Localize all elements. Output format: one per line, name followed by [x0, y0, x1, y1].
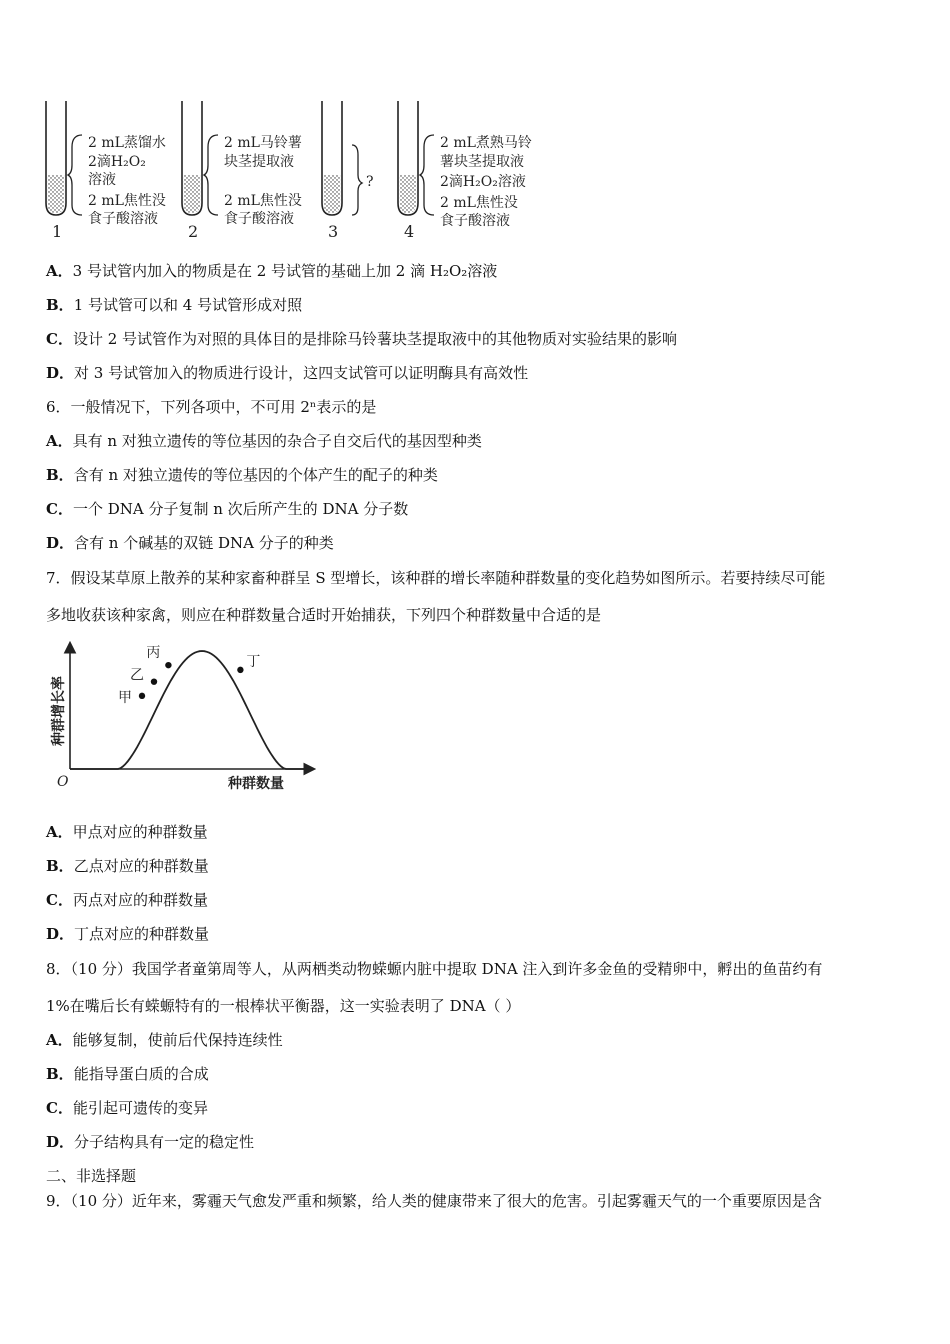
q7-stem-line-1: 7．假设某草原上散养的某种家畜种群呈 S 型增长，该种群的增长率随种群数量的变化趋势如图所示。若要持续尽可能 — [46, 569, 826, 587]
q7-option-d-text: 丁点对应的种群数量 — [74, 925, 210, 943]
q9-stem-line-1: 9．（10 分）近年来，雾霾天气愈发严重和频繁，给人类的健康带来了很大的危害。引起雾霾天气的一个重要原因是含 — [46, 1192, 822, 1210]
q5-option-c — [46, 329, 677, 349]
tube-1-label-4: 2 mL焦性没 — [88, 193, 166, 209]
q8-option-b — [46, 1064, 209, 1084]
tube-4-label-5: 食子酸溶液 — [440, 213, 510, 229]
curve-point-label-3: 丙 — [146, 645, 161, 662]
tube-4-label-4: 2 mL焦性没 — [440, 195, 518, 211]
q5-option-a — [46, 261, 497, 281]
q8-option-a — [46, 1030, 283, 1050]
q8-option-d-text: 分子结构具有一定的稳定性 — [74, 1133, 255, 1151]
test-tube-2 — [182, 101, 302, 241]
q7-option-a-text: 甲点对应的种群数量 — [72, 823, 208, 841]
q8-option-b-letter: B． — [46, 1065, 74, 1083]
tube-2-label-4: 2 mL焦性没 — [224, 193, 302, 209]
y-axis-label: 种群增长率 — [51, 676, 67, 746]
q8-option-c — [46, 1098, 208, 1118]
q7-option-b-letter: B． — [46, 857, 74, 875]
tube-4-label-1: 2 mL煮熟马铃 — [440, 135, 532, 151]
q6-option-b-text: 含有 n 对独立遗传的等位基因的个体产生的配子的种类 — [73, 466, 438, 484]
q8-option-b-text: 能指导蛋白质的合成 — [73, 1065, 209, 1083]
tube-2-label-1: 2 mL马铃薯 — [224, 135, 302, 151]
q6-option-a-text: 具有 n 对独立遗传的等位基因的杂合子自交后代的基因型种类 — [72, 432, 482, 450]
q6-option-b — [46, 465, 438, 485]
q8-option-d-letter: D． — [46, 1133, 75, 1151]
q5-option-b-letter: B． — [46, 296, 74, 314]
test-tubes-figure — [40, 95, 560, 245]
q5-option-d-text: 对 3 号试管加入的物质进行设计，这四支试管可以证明酶具有高效性 — [74, 364, 529, 382]
q8-option-c-letter: C． — [46, 1099, 73, 1117]
q8-stem-line-1: 8．（10 分）我国学者童第周等人，从两栖类动物蝾螈内脏中提取 DNA 注入到许多金鱼的受精卵中，孵出的鱼苗约有 — [46, 960, 823, 978]
tube-1-label-1: 2 mL蒸馏水 — [88, 135, 166, 151]
q6-option-d — [46, 533, 334, 553]
q6-option-d-letter: D． — [46, 534, 75, 552]
test-tube-4 — [398, 101, 532, 241]
q7-option-a-letter: A． — [46, 823, 73, 841]
curve-point-label-4: 丁 — [246, 653, 261, 670]
q5-option-b-text: 1 号试管可以和 4 号试管形成对照 — [73, 296, 303, 314]
q5-option-a-letter: A． — [46, 262, 73, 280]
q6-option-d-text: 含有 n 个碱基的双链 DNA 分子的种类 — [74, 534, 334, 552]
curve-point-4 — [237, 667, 243, 673]
curve-points — [118, 645, 260, 706]
tube-1-number: 1 — [52, 222, 63, 241]
q7-option-b-text: 乙点对应的种群数量 — [73, 857, 209, 875]
curve-point-label-2: 乙 — [130, 667, 144, 684]
tube-3-number: 3 — [328, 222, 339, 241]
tube-3-question-mark: ? — [366, 174, 374, 190]
q7-option-c — [46, 890, 208, 910]
section-2-title: 二、非选择题 — [46, 1167, 137, 1185]
tube-1-label-5: 食子酸溶液 — [88, 211, 158, 227]
q7-stem-line-2: 多地收获该种家禽，则应在种群数量合适时开始捕获，下列四个种群数量中合适的是 — [46, 606, 602, 624]
origin-label: O — [57, 774, 69, 790]
tube-2-number: 2 — [188, 222, 199, 241]
q8-option-d — [46, 1132, 254, 1152]
q5-option-c-text: 设计 2 号试管作为对照的具体目的是排除马铃薯块茎提取液中的其他物质对实验结果的影响 — [72, 330, 678, 348]
q6-option-a — [46, 431, 482, 451]
q5-option-d — [46, 363, 528, 383]
q6-option-c-text: 一个 DNA 分子复制 n 次后所产生的 DNA 分子数 — [72, 500, 409, 518]
q5-option-b — [46, 295, 302, 315]
q7-option-d-letter: D． — [46, 925, 75, 943]
q8-option-a-text: 能够复制，使前后代保持连续性 — [72, 1031, 283, 1049]
q5-option-c-letter: C． — [46, 330, 73, 348]
x-axis-label: 种群数量 — [228, 776, 284, 792]
curve-point-2 — [151, 678, 157, 684]
q7-option-d — [46, 924, 209, 944]
tube-1-label-3: 溶液 — [88, 172, 116, 188]
q6-stem: 6．一般情况下，下列各项中，不可用 2ⁿ表示的是 — [46, 398, 377, 416]
tube-2-label-5: 食子酸溶液 — [224, 211, 294, 227]
q8-option-a-letter: A． — [46, 1031, 73, 1049]
tube-4-label-2: 薯块茎提取液 — [440, 154, 524, 170]
q7-option-b — [46, 856, 209, 876]
q6-option-c-letter: C． — [46, 500, 73, 518]
q6-option-c — [46, 499, 408, 519]
tube-1-label-2: 2滴H₂O₂ — [88, 154, 146, 170]
curve-point-label-1: 甲 — [118, 689, 132, 706]
q7-option-a — [46, 822, 208, 842]
q7-option-c-letter: C． — [46, 891, 73, 909]
growth-rate-chart — [45, 640, 325, 800]
tube-4-label-3: 2滴H₂O₂溶液 — [440, 174, 526, 190]
q5-option-a-text: 3 号试管内加入的物质是在 2 号试管的基础上加 2 滴 H₂O₂溶液 — [72, 262, 498, 280]
q6-option-b-letter: B． — [46, 466, 74, 484]
q7-option-c-text: 丙点对应的种群数量 — [72, 891, 208, 909]
q5-option-d-letter: D． — [46, 364, 75, 382]
test-tube-3 — [322, 101, 374, 241]
curve-point-1 — [139, 693, 145, 699]
curve-point-3 — [165, 662, 171, 668]
q8-option-c-text: 能引起可遗传的变异 — [72, 1099, 208, 1117]
tube-4-number: 4 — [404, 222, 415, 241]
q6-option-a-letter: A． — [46, 432, 73, 450]
growth-rate-curve — [70, 651, 310, 769]
q8-stem-line-2: 1%在嘴后长有蝾螈特有的一根棒状平衡器，这一实验表明了 DNA（ ） — [46, 997, 521, 1015]
tube-2-label-2: 块茎提取液 — [224, 154, 294, 170]
test-tube-1 — [46, 101, 166, 241]
